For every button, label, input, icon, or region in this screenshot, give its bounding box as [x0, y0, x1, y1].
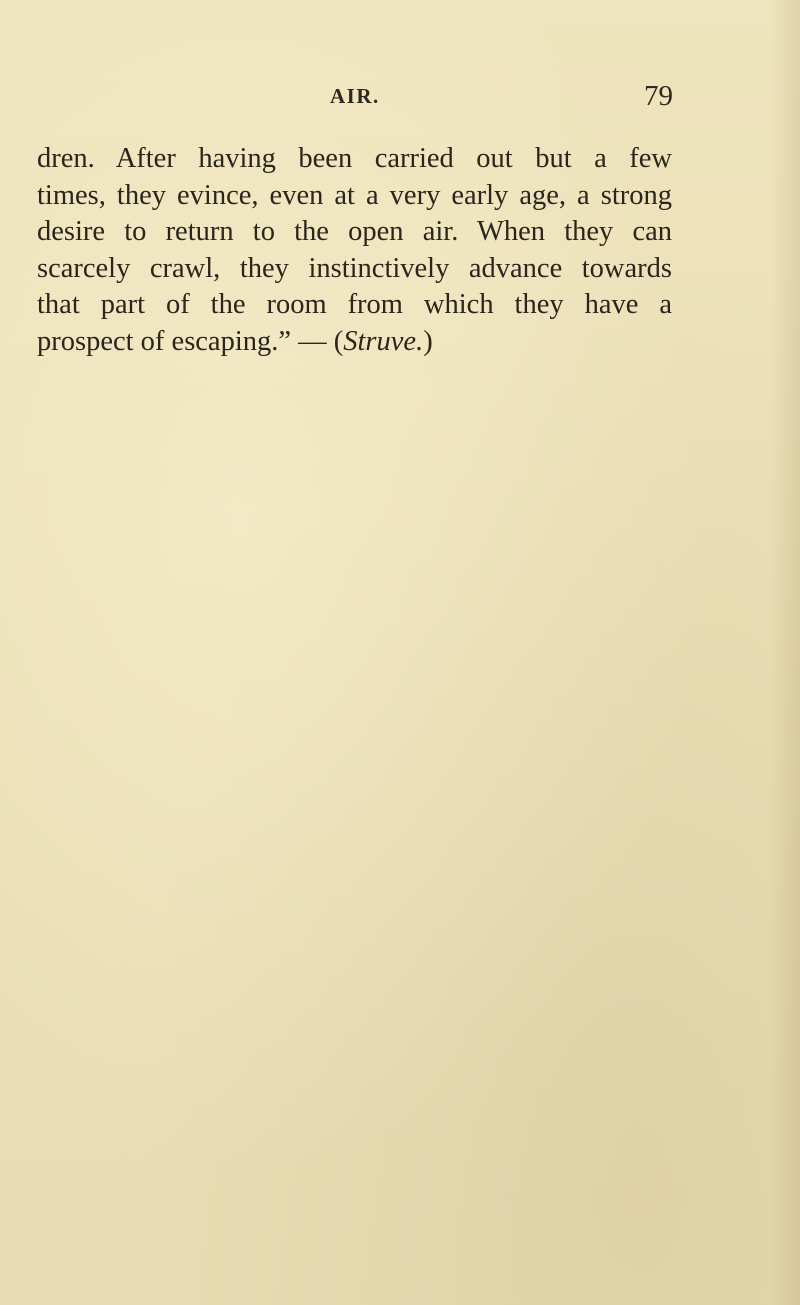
text-line: desire to return to the open air. When they can	[37, 216, 672, 248]
page-number: 79	[644, 80, 673, 112]
closing-parenthesis: )	[423, 325, 433, 357]
text-line: times, they evince, even at a very early age, a strong	[37, 179, 672, 211]
text-line: scarcely crawl, they instinctively advance towards	[37, 252, 672, 284]
text-line-final	[37, 324, 672, 361]
running-head	[0, 80, 800, 114]
body-paragraph	[37, 141, 672, 361]
text-line: that part of the room from which they have a	[37, 289, 672, 321]
running-title: AIR.	[330, 84, 380, 108]
page-edge-shading	[770, 0, 800, 1305]
text-line: dren. After having been carried out but a few	[37, 143, 672, 174]
final-line-text: prospect of escaping.” — (	[37, 325, 344, 357]
citation-author: Struve.	[343, 325, 424, 357]
